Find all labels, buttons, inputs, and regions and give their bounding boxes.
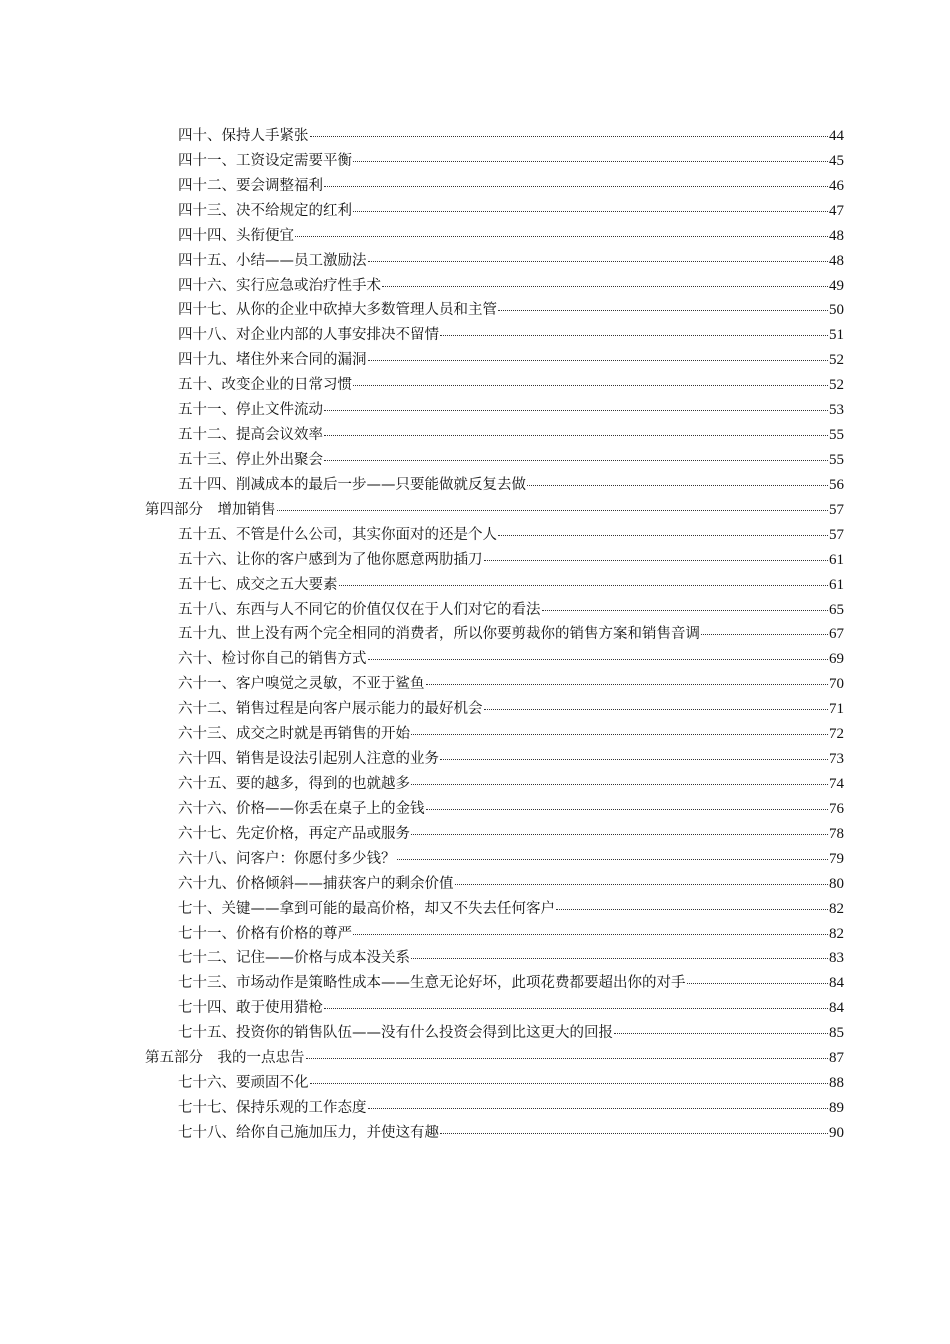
toc-dot-leader bbox=[310, 1082, 829, 1084]
toc-entry-title: 五十九、世上没有两个完全相同的消费者，所以你要剪裁你的销售方案和销售音调 bbox=[178, 626, 700, 643]
toc-entry bbox=[178, 573, 844, 598]
toc-entry bbox=[178, 124, 844, 149]
toc-dot-leader bbox=[687, 982, 829, 984]
toc-page-number: 61 bbox=[829, 576, 844, 593]
toc-entry bbox=[178, 398, 844, 423]
toc-dot-leader bbox=[368, 260, 829, 262]
toc-entry bbox=[178, 647, 844, 672]
toc-page-number: 44 bbox=[829, 128, 844, 144]
toc-page-number: 84 bbox=[829, 1000, 844, 1017]
toc-page-number: 78 bbox=[829, 825, 844, 842]
toc-entry bbox=[178, 722, 844, 747]
toc-entry-title: 七十一、价格有价格的尊严 bbox=[178, 925, 352, 942]
toc-entry-title: 七十八、给你自己施加压力，并使这有趣 bbox=[178, 1124, 439, 1141]
toc-dot-leader bbox=[368, 359, 829, 361]
toc-dot-leader bbox=[556, 908, 828, 910]
toc-entry-title: 五十一、停止文件流动 bbox=[178, 402, 323, 419]
toc-entry-title: 四十、保持人手紧张 bbox=[178, 128, 309, 144]
toc-entry bbox=[178, 373, 844, 398]
toc-entry-title: 五十八、东西与人不同它的价值仅仅在于人们对它的看法 bbox=[178, 601, 541, 618]
toc-page-number: 51 bbox=[829, 327, 844, 344]
toc-entry bbox=[178, 298, 844, 323]
toc-dot-leader bbox=[411, 957, 828, 959]
toc-page-number: 53 bbox=[829, 402, 844, 419]
toc-dot-leader bbox=[324, 459, 828, 461]
toc-page-number: 83 bbox=[829, 950, 844, 967]
toc-dot-leader bbox=[368, 1107, 829, 1109]
toc-dot-leader bbox=[324, 409, 828, 411]
toc-dot-leader bbox=[440, 334, 828, 336]
toc-entry-title: 第五部分 我的一点忠告 bbox=[145, 1050, 305, 1067]
toc-entry bbox=[178, 872, 844, 897]
toc-entry-title: 六十五、要的越多，得到的也就越多 bbox=[178, 775, 410, 792]
toc-entry-title: 四十六、实行应急或治疗性手术 bbox=[178, 277, 381, 294]
toc-entry-title: 七十、关键——拿到可能的最高价格，却又不失去任何客户 bbox=[178, 900, 555, 917]
toc-page-number: 76 bbox=[829, 800, 844, 817]
toc-entry bbox=[178, 847, 844, 872]
toc-entry-title: 七十二、记住——价格与成本没关系 bbox=[178, 950, 410, 967]
toc-entry-title: 六十一、客户嗅觉之灵敏，不亚于鲨鱼 bbox=[178, 676, 425, 693]
toc-entry-title: 第四部分 增加销售 bbox=[145, 501, 276, 518]
toc-entry-title: 七十七、保持乐观的工作态度 bbox=[178, 1099, 367, 1116]
toc-entry-title: 四十三、决不给规定的红利 bbox=[178, 202, 352, 219]
toc-page-number: 82 bbox=[829, 925, 844, 942]
toc-dot-leader bbox=[426, 683, 829, 685]
toc-page-number: 90 bbox=[829, 1124, 844, 1141]
toc-dot-leader bbox=[498, 309, 828, 311]
toc-page-number: 46 bbox=[829, 177, 844, 194]
toc-page-number: 74 bbox=[829, 775, 844, 792]
toc-page-number: 57 bbox=[829, 526, 844, 543]
toc-dot-leader bbox=[339, 584, 829, 586]
toc-dot-leader bbox=[353, 384, 828, 386]
toc-page-number: 87 bbox=[829, 1050, 844, 1067]
toc-entry-title: 六十二、销售过程是向客户展示能力的最好机会 bbox=[178, 701, 483, 718]
toc-entry bbox=[178, 747, 844, 772]
toc-dot-leader bbox=[484, 708, 829, 710]
toc-entry-title: 五十四、削减成本的最后一步——只要能做就反复去做 bbox=[178, 476, 526, 493]
toc-entry bbox=[178, 797, 844, 822]
toc-page-number: 61 bbox=[829, 551, 844, 568]
toc-entry bbox=[178, 224, 844, 249]
toc-dot-leader bbox=[368, 658, 829, 660]
toc-page-number: 73 bbox=[829, 751, 844, 768]
toc-entry bbox=[178, 323, 844, 348]
toc-dot-leader bbox=[397, 858, 829, 860]
toc-entry bbox=[178, 1096, 844, 1121]
toc-page-number: 47 bbox=[829, 202, 844, 219]
toc-entry bbox=[178, 348, 844, 373]
toc-entry bbox=[178, 548, 844, 573]
toc-entry bbox=[178, 971, 844, 996]
toc-entry-title: 五十五、不管是什么公司，其实你面对的还是个人 bbox=[178, 526, 497, 543]
toc-page-number: 80 bbox=[829, 875, 844, 892]
toc-dot-leader bbox=[310, 135, 829, 137]
toc-entry bbox=[178, 996, 844, 1021]
toc-page-number: 71 bbox=[829, 701, 844, 718]
toc-page-number: 52 bbox=[829, 352, 844, 369]
toc-entry bbox=[178, 598, 844, 623]
toc-dot-leader bbox=[411, 783, 828, 785]
toc-entry bbox=[178, 822, 844, 847]
toc-page-number: 45 bbox=[829, 152, 844, 169]
toc-dot-leader bbox=[527, 484, 828, 486]
toc-entry-title: 五十、改变企业的日常习惯 bbox=[178, 377, 352, 394]
toc-entry-title: 七十五、投资你的销售队伍——没有什么投资会得到比这更大的回报 bbox=[178, 1025, 613, 1042]
toc-dot-leader bbox=[324, 1007, 828, 1009]
toc-entry bbox=[178, 622, 844, 647]
toc-dot-leader bbox=[306, 1057, 829, 1059]
toc-dot-leader bbox=[353, 210, 828, 212]
table-of-contents bbox=[0, 124, 950, 1146]
toc-page-number: 67 bbox=[829, 626, 844, 643]
toc-page-number: 70 bbox=[829, 676, 844, 693]
toc-part-heading bbox=[145, 498, 844, 523]
toc-page-number: 82 bbox=[829, 900, 844, 917]
toc-dot-leader bbox=[440, 758, 828, 760]
toc-page-number: 84 bbox=[829, 975, 844, 992]
toc-dot-leader bbox=[440, 1132, 828, 1134]
toc-page-number: 55 bbox=[829, 451, 844, 468]
toc-page-number: 57 bbox=[829, 501, 844, 518]
toc-dot-leader bbox=[701, 633, 828, 635]
toc-dot-leader bbox=[455, 883, 829, 885]
toc-entry-title: 六十七、先定价格，再定产品或服务 bbox=[178, 825, 410, 842]
toc-entry-title: 六十六、价格——你丢在桌子上的金钱 bbox=[178, 800, 425, 817]
toc-dot-leader bbox=[411, 833, 828, 835]
toc-entry-title: 四十二、要会调整福利 bbox=[178, 177, 323, 194]
toc-entry-title: 五十六、让你的客户感到为了他你愿意两肋插刀 bbox=[178, 551, 483, 568]
toc-entry bbox=[178, 274, 844, 299]
toc-entry bbox=[178, 772, 844, 797]
toc-entry bbox=[178, 448, 844, 473]
toc-entry-title: 六十八、问客户：你愿付多少钱？ bbox=[178, 850, 396, 867]
toc-entry-title: 六十九、价格倾斜——捕获客户的剩余价值 bbox=[178, 875, 454, 892]
toc-page-number: 50 bbox=[829, 302, 844, 319]
toc-part-heading bbox=[145, 1046, 844, 1071]
toc-page-number: 79 bbox=[829, 850, 844, 867]
toc-entry-title: 七十四、敢于使用猎枪 bbox=[178, 1000, 323, 1017]
toc-entry-title: 四十一、工资设定需要平衡 bbox=[178, 152, 352, 169]
toc-entry-title: 六十三、成交之时就是再销售的开始 bbox=[178, 726, 410, 743]
toc-entry bbox=[178, 199, 844, 224]
toc-entry bbox=[178, 1121, 844, 1146]
toc-dot-leader bbox=[353, 933, 828, 935]
toc-dot-leader bbox=[411, 733, 828, 735]
toc-entry bbox=[178, 423, 844, 448]
toc-dot-leader bbox=[277, 509, 829, 511]
toc-page-number: 48 bbox=[829, 252, 844, 269]
toc-entry-title: 四十八、对企业内部的人事安排决不留情 bbox=[178, 327, 439, 344]
toc-entry bbox=[178, 697, 844, 722]
toc-entry bbox=[178, 1071, 844, 1096]
toc-entry bbox=[178, 523, 844, 548]
toc-page-number: 48 bbox=[829, 227, 844, 244]
toc-dot-leader bbox=[426, 808, 829, 810]
toc-entry-title: 四十五、小结——员工激励法 bbox=[178, 252, 367, 269]
toc-entry-title: 四十七、从你的企业中砍掉大多数管理人员和主管 bbox=[178, 302, 497, 319]
toc-dot-leader bbox=[382, 285, 828, 287]
toc-dot-leader bbox=[498, 534, 828, 536]
toc-page-number: 88 bbox=[829, 1075, 844, 1092]
toc-page-number: 56 bbox=[829, 476, 844, 493]
toc-entry-title: 六十四、销售是设法引起别人注意的业务 bbox=[178, 751, 439, 768]
toc-entry bbox=[178, 174, 844, 199]
toc-entry bbox=[178, 672, 844, 697]
toc-dot-leader bbox=[324, 185, 828, 187]
toc-page-number: 89 bbox=[829, 1099, 844, 1116]
toc-page-number: 55 bbox=[829, 427, 844, 444]
toc-entry bbox=[178, 249, 844, 274]
toc-page-number: 85 bbox=[829, 1025, 844, 1042]
toc-entry-title: 七十三、市场动作是策略性成本——生意无论好坏，此项花费都要超出你的对手 bbox=[178, 975, 686, 992]
toc-dot-leader bbox=[614, 1032, 828, 1034]
toc-page-number: 49 bbox=[829, 277, 844, 294]
toc-page-number: 65 bbox=[829, 601, 844, 618]
toc-entry-title: 五十七、成交之五大要素 bbox=[178, 576, 338, 593]
toc-entry-title: 四十九、堵住外来合同的漏洞 bbox=[178, 352, 367, 369]
toc-entry bbox=[178, 946, 844, 971]
toc-entry bbox=[178, 897, 844, 922]
toc-entry-title: 五十三、停止外出聚会 bbox=[178, 451, 323, 468]
toc-entry-title: 七十六、要顽固不化 bbox=[178, 1075, 309, 1092]
toc-entry bbox=[178, 922, 844, 947]
toc-entry bbox=[178, 473, 844, 498]
toc-dot-leader bbox=[542, 609, 829, 611]
toc-entry bbox=[178, 1021, 844, 1046]
toc-dot-leader bbox=[353, 160, 828, 162]
toc-entry-title: 四十四、头衔便宜 bbox=[178, 227, 294, 244]
toc-entry-title: 六十、检讨你自己的销售方式 bbox=[178, 651, 367, 668]
toc-page-number: 52 bbox=[829, 377, 844, 394]
toc-page-number: 72 bbox=[829, 726, 844, 743]
toc-entry bbox=[178, 149, 844, 174]
toc-dot-leader bbox=[295, 235, 828, 237]
toc-dot-leader bbox=[324, 434, 828, 436]
toc-page-number: 69 bbox=[829, 651, 844, 668]
toc-entry-title: 五十二、提高会议效率 bbox=[178, 427, 323, 444]
toc-dot-leader bbox=[484, 559, 829, 561]
